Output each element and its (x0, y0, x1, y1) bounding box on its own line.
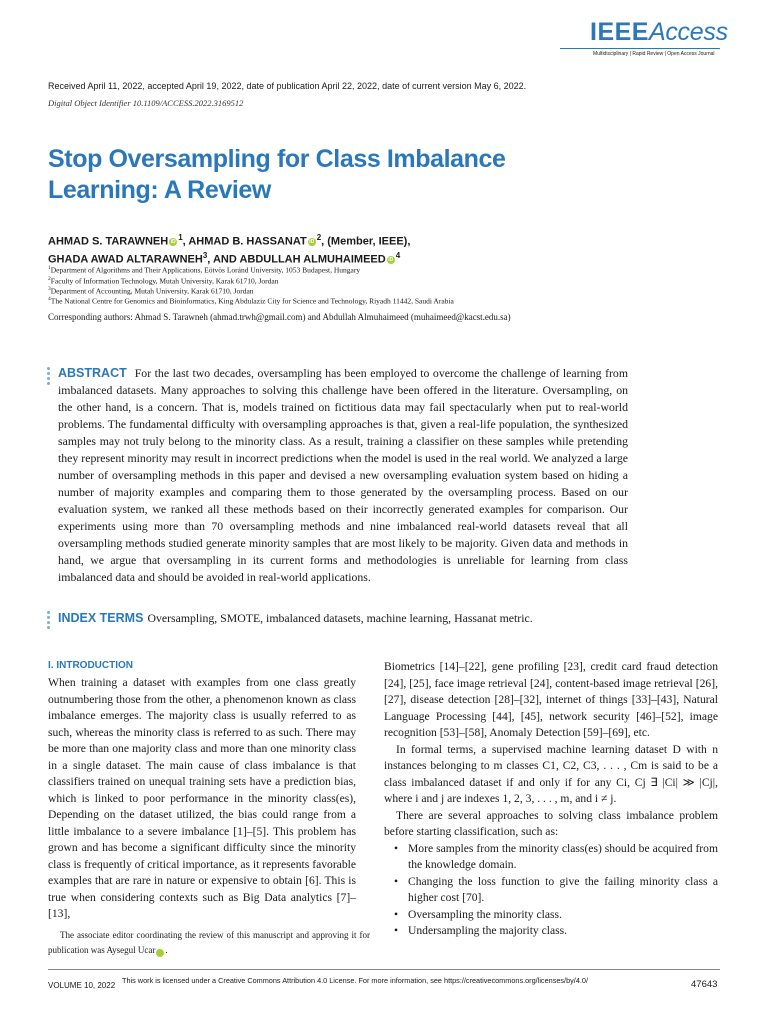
title-line-2: Learning: A Review (48, 176, 271, 204)
logo-divider (560, 48, 720, 49)
column-right (384, 659, 718, 940)
index-text: Oversampling, SMOTE, imbalanced datasets, machine learning, Hassanat metric. (147, 611, 533, 625)
author-1: AHMAD S. TARAWNEH (48, 235, 169, 248)
list-item: • More samples from the minority class(es) should be acquired from the knowledge domain. (408, 841, 718, 874)
affiliation-text: Faculty of Information Technology, Mutah University, Karak 61710, Jordan (50, 276, 279, 286)
paragraph-formal-definition: In formal terms, a supervised machine learning dataset D with n instances belonging to m classes C1, C2, C3, . . . , Cm is said to be a class imbalanced dataset if and only if for any Ci, Cj ∃ |Ci| ≫ |Cj|, where i and j are indexes 1, 2, 3, . . . , m, and i ≠ j. (384, 742, 718, 805)
author-1-affil: 1 (178, 233, 183, 242)
affiliation-4 (48, 296, 454, 306)
section-heading-introduction: I. INTRODUCTION (48, 660, 133, 671)
editor-footnote: The associate editor coordinating the review of this manuscript and approving it for publication was Aysegul Ucar iD. (48, 930, 370, 955)
orcid-icon[interactable]: iD (156, 949, 164, 957)
author-2-affil: 2 (316, 233, 322, 242)
corresponding-authors: Corresponding authors: Ahmad S. Tarawneh (ahmad.trwh@gmail.com) and Abdullah Almuhaimeed (muhaimeed@kacst.edu.sa) (48, 312, 511, 322)
list-item: • Oversampling the minority class. (408, 907, 718, 924)
list-item: • Changing the loss function to give the failing minority class a higher cost [70]. (408, 874, 718, 907)
received-dates: Received April 11, 2022, accepted April 19, 2022, date of publication April 22, 2022, date of current version May 6, 2022. (48, 81, 527, 91)
affiliation-text: Department of Accounting, Mutah University, Karak 61710, Jordan (50, 286, 254, 296)
logo-ieee: IEEE (590, 18, 649, 46)
affiliation-number: 2 (48, 276, 51, 282)
affiliation-1 (48, 265, 360, 275)
paragraph-approaches: There are several approaches to solving class imbalance problem before starting classification, such as: (384, 808, 718, 838)
index-terms (58, 610, 658, 627)
authors-line-1 (48, 233, 688, 248)
orcid-icon[interactable]: iD (309, 238, 315, 245)
affiliation-3 (48, 286, 254, 296)
affiliation-number: 1 (48, 265, 51, 271)
affiliation-text: The National Centre for Genomics and Bioinformatics, King Abdulaziz City for Science and Technology, Riyadh 11442, Saudi Arabia (50, 296, 454, 306)
page-number: 47643 (691, 979, 718, 990)
authors-line-2 (48, 251, 688, 266)
affiliation-text: Department of Algorithms and Their Applications, Eötvös Loránd University, 1053 Budapest, Hungary (50, 265, 361, 275)
index-marker-dots (47, 611, 50, 631)
footnote-text: The associate editor coordinating the review of this manuscript and approving it for publication was Aysegul Ucar (48, 930, 370, 955)
abstract-text: For the last two decades, oversampling has been employed to overcome the challenge of learning from imbalanced datasets. Many approaches to solving this challenge have been offered in the literature. Oversampling, on the other hand, is a concern. That is, models trained on fictitious data may fail spectacularly when put to real-world problems. The fundamental difficulty with oversampling approaches is that, given a real-life population, the synthesized samples may not truly belong to the minority class. As a result, training a classifier on these samples while pretending they represent minority may result in incorrect predictions when the model is used in the real world. We analyzed a large number of oversampling methods in this paper and devised a new oversampling evaluation system based on hiding a number of majority examples and comparing them to those generated by the oversampling process. Based on our evaluation system, we ranked all these methods based on their incorrectly generated examples for comparison. Our experiments using more than 70 oversampling methods and nine imbalanced real-world datasets reveal that all oversampling methods studied generate minority samples that are most likely to be majority. Given data and methods in hand, we argue that oversampling in its current forms and methodologies is unreliable for learning from class imbalanced data and should be avoided in real-world applications. (58, 366, 628, 584)
volume-label: VOLUME 10, 2022 (48, 981, 116, 990)
logo-tagline: Multidisciplinary | Rapid Review | Open Access Journal (593, 51, 715, 57)
abstract (58, 365, 628, 586)
orcid-icon[interactable]: iD (170, 238, 176, 245)
affiliation-number: 3 (48, 286, 51, 292)
paper-title (48, 144, 608, 206)
author-3: GHADA AWAD ALTARAWNEH (48, 253, 203, 266)
author-4: , AND ABDULLAH ALMUHAIMEED (207, 253, 386, 266)
author-2: , AHMAD B. HASSANAT (182, 235, 307, 248)
column-left (48, 659, 356, 923)
list-item: • Undersampling the majority class. (408, 923, 718, 940)
abstract-heading: ABSTRACT (58, 366, 127, 380)
author-3-affil: 3 (202, 251, 208, 260)
journal-logo (590, 18, 728, 57)
logo-access: Access (648, 18, 728, 46)
paragraph-applications: Biometrics [14]–[22], gene profiling [23], credit card fraud detection [24], [25], face image retrieval [24], content-based image retrieval [26], [27], disease detection [28]–[32], internet of things [33]–[43], Natural Language Processing [44], [45], network security [46]–[52], image recognition [53]–[58], Anomaly Detection [59]–[69], etc. (384, 660, 718, 739)
orcid-icon[interactable]: iD (388, 256, 394, 263)
index-heading: INDEX TERMS (58, 611, 144, 625)
author-2-suffix: , (Member, IEEE), (321, 235, 411, 248)
approaches-list (384, 841, 718, 940)
intro-paragraph: When training a dataset with examples from one class greatly outnumbering those from the other, a phenomenon known as class imbalance emerges. The majority class is usually referred to as such, whereas the minority class is referred to as such. There may be more than one majority class and more than one minority class in a single dataset. The main cause of class imbalance is that classifiers trained on unequal training sets have a prediction bias, which is linked to poor performance in the minority class(es), Depending on the dataset utilized, the bias could range from a little imbalance to a severe imbalance [1]–[5]. This problem has grown and has become a significant difficulty since the minority class is frequently of critical importance, as it represents favorable examples that are rare in nature or expensive to obtain [6]. This is true when considering contexts such as Big Data analytics [7]–[13], (48, 676, 356, 920)
affiliation-2 (48, 276, 278, 286)
affiliation-number: 4 (48, 296, 51, 302)
license-notice: This work is licensed under a Creative Commons Attribution 4.0 License. For more information, see https://creativecommons.org/licenses/by/4.0/ (122, 976, 588, 985)
footer-divider (48, 969, 720, 970)
title-line-1: Stop Oversampling for Class Imbalance (48, 145, 506, 173)
doi-line: Digital Object Identifier 10.1109/ACCESS.2022.3169512 (48, 98, 244, 108)
abstract-marker-dots (47, 367, 50, 387)
author-4-affil: 4 (395, 251, 401, 260)
